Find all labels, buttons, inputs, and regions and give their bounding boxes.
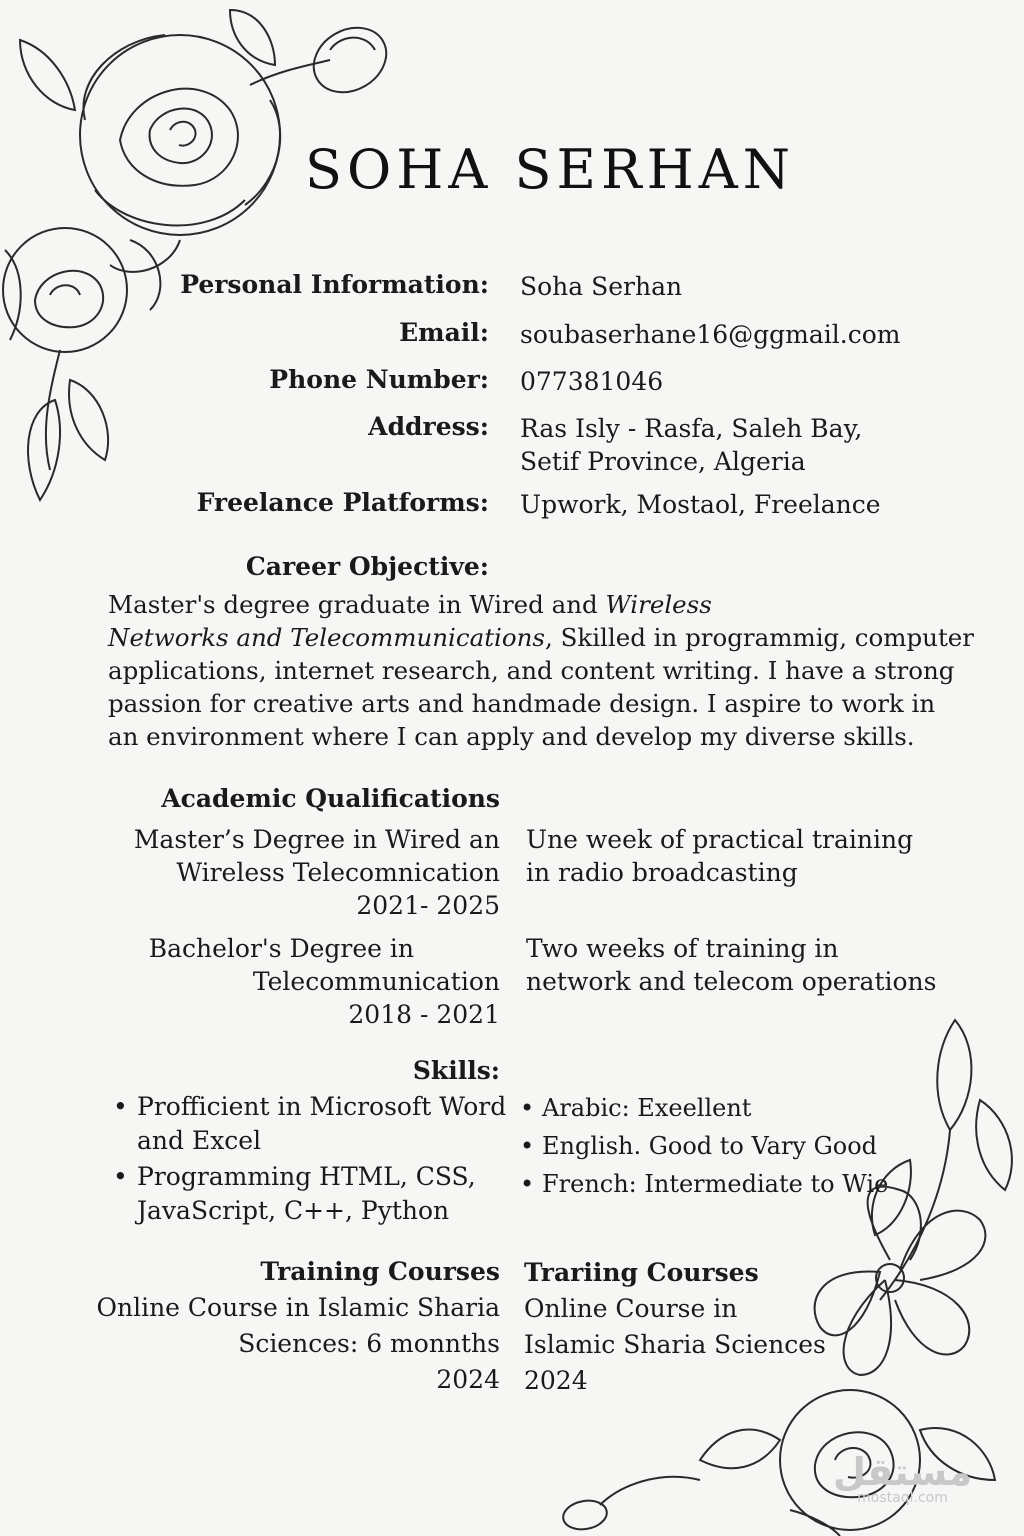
objective-line-3: applications, internet research, and content writing. I have a strong (108, 656, 955, 685)
degree-2-line-2: Telecommunication (252, 967, 500, 996)
training-left-line-1: Online Course in Islamic Sharia (96, 1293, 500, 1322)
objective-line-2a: Networks and Telecommunications (108, 623, 545, 652)
training-2-line-2: network and telecom operations (526, 967, 937, 996)
training-2-line-1: Two weeks of training in (526, 934, 839, 963)
email-value: soubaserhane16@ggmail.com (520, 320, 901, 349)
skill-right-1 (520, 1091, 752, 1125)
skill-left-2-line-2: JavaScript, C++, Python (137, 1196, 450, 1225)
address-label: Address: (368, 412, 489, 441)
degree-2 (149, 932, 500, 1031)
training-right (524, 1255, 826, 1399)
skill-right-2 (520, 1129, 878, 1163)
skill-left-1-line-2: and Excel (137, 1126, 262, 1155)
skill-arabic: Arabic: Exeellent (542, 1094, 752, 1122)
email-label: Email: (399, 318, 489, 347)
mostaql-watermark (833, 1450, 972, 1506)
address-value-line-1: Ras Isly - Rasfa, Saleh Bay, (520, 414, 863, 443)
career-objective-text (108, 588, 988, 753)
training-right-line-2: Islamic Sharia Sciences (524, 1330, 826, 1359)
training-1-line-1: Une week of practical training (526, 825, 914, 854)
address-value-line-2: Setif Province, Algeria (520, 447, 806, 476)
objective-line-1b: Wireless (605, 590, 712, 619)
degree-1-line-1: Master’s Degree in Wired an (133, 825, 500, 854)
bullet: • (113, 1162, 128, 1191)
objective-line-5: an environment where I can apply and develop my diverse skills. (108, 722, 915, 751)
watermark-latin: mostaql.com (857, 1490, 948, 1506)
degree-2-line-1: Bachelor's Degree in (148, 934, 414, 963)
personal-info-value: Soha Serhan (520, 272, 683, 301)
bullet: • (520, 1132, 535, 1160)
training-1 (526, 823, 913, 889)
training-1-line-2: in radio broadcasting (526, 858, 798, 887)
degree-1-line-2: Wireless Telecomnication (176, 858, 500, 887)
bullet: • (113, 1092, 128, 1121)
skill-left-2-line-1: Programming HTML, CSS, (137, 1162, 476, 1191)
degree-1-years: 2021- 2025 (356, 891, 500, 920)
personal-info-label: Personal Information: (180, 270, 489, 299)
skill-right-3 (520, 1167, 889, 1201)
skills-heading: Skills: (412, 1056, 500, 1085)
rose-bouquet-top-left-icon (0, 0, 420, 520)
degree-1 (134, 823, 500, 922)
skill-french: French: Intermediate to Wie (542, 1170, 889, 1198)
training-right-heading: Trariing Courses (524, 1258, 759, 1287)
phone-value: 077381046 (520, 367, 664, 396)
candidate-name: SOHA SERHAN (305, 138, 795, 201)
objective-line-4: passion for creative arts and handmade design. I aspire to work in (108, 689, 936, 718)
training-left-heading: Training Courses (260, 1257, 500, 1286)
freelance-platforms-label: Freelance Platforms: (196, 488, 489, 517)
freelance-platforms-value: Upwork, Mostaol, Freelance (520, 490, 881, 519)
skill-left-1 (113, 1090, 507, 1158)
skill-left-2 (113, 1160, 476, 1228)
training-left-line-2: Sciences: 6 monnths (238, 1329, 500, 1358)
training-left (96, 1254, 500, 1398)
training-right-line-1: Online Course in (524, 1294, 738, 1323)
objective-line-2b: , Skilled in programmig, computer (545, 623, 975, 652)
training-right-year: 2024 (524, 1366, 588, 1395)
training-left-year: 2024 (436, 1365, 500, 1394)
academic-heading: Academic Qualifications (161, 784, 500, 813)
phone-label: Phone Number: (269, 365, 489, 394)
watermark-arabic: مستقل (833, 1450, 972, 1494)
training-2 (526, 932, 936, 998)
bullet: • (520, 1094, 535, 1122)
degree-2-years: 2018 - 2021 (348, 1000, 500, 1029)
skill-left-1-line-1: Profficient in Microsoft Word (137, 1092, 507, 1121)
career-objective-heading: Career Objective: (245, 552, 489, 581)
bullet: • (520, 1170, 535, 1198)
skill-english: English. Good to Vary Good (542, 1132, 878, 1160)
objective-line-1a: Master's degree graduate in Wired and (108, 590, 606, 619)
